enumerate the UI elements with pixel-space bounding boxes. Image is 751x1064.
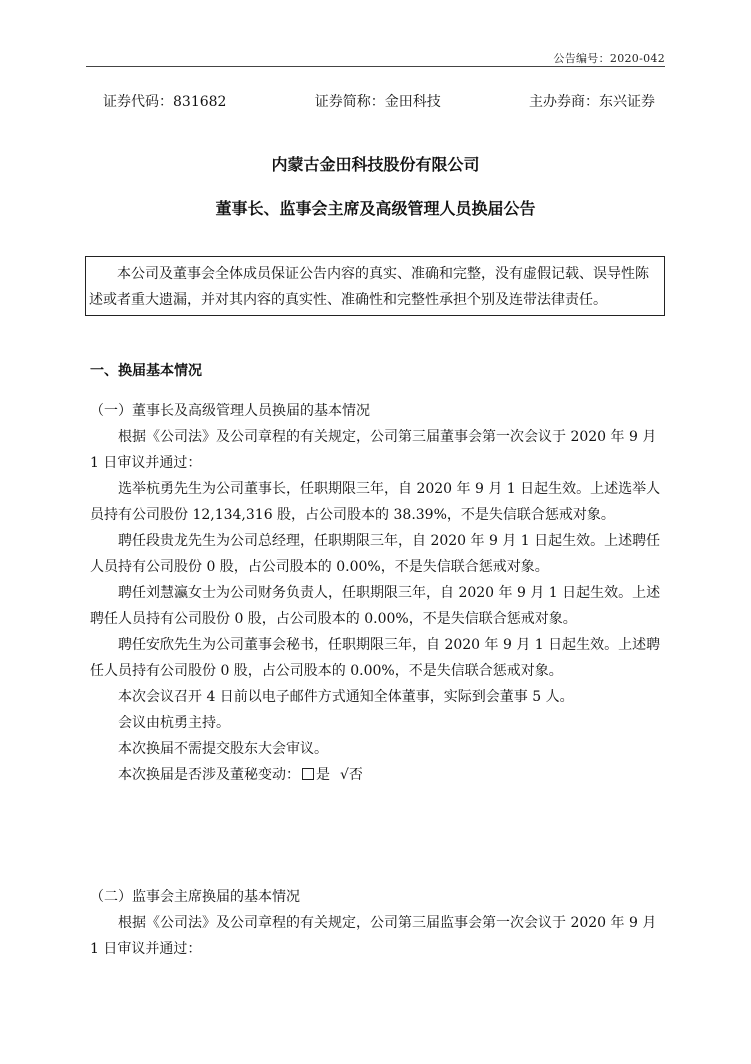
paragraph: 聘任段贵龙先生为公司总经理，任职期限三年，自 2020 年 9 月 1 日起生效。上述聘任人员持有公司股份 0 股，占公司股本的 0.00%，不是失信联合惩戒对象。 <box>90 533 661 575</box>
announcement-number: 公告编号：2020-042 <box>553 52 665 65</box>
header-rule <box>86 66 665 67</box>
paragraph: 根据《公司法》及公司章程的有关规定，公司第三届董事会第一次会议于 2020 年 9 月 1 日审议并通过： <box>90 429 657 471</box>
security-code: 证券代码：831682 <box>103 94 227 110</box>
paragraph: 本次会议召开 4 日前以电子邮件方式通知全体董事，实际到会董事 5 人。 <box>118 689 574 705</box>
announcement-title: 董事长、监事会主席及高级管理人员换届公告 <box>215 199 536 218</box>
option-yes-label: 是 <box>316 767 330 783</box>
checkbox-yes <box>302 768 314 780</box>
subsection-heading: （一）董事长及高级管理人员换届的基本情况 <box>90 403 370 419</box>
paragraph: 根据《公司法》及公司章程的有关规定，公司第三届监事会第一次会议于 2020 年 9 月 1 日审议并通过： <box>90 915 657 957</box>
paragraph: 聘任安欣先生为公司董事会秘书，任职期限三年，自 2020 年 9 月 1 日起生效。上述聘任人员持有公司股份 0 股，占公司股本的 0.00%，不是失信联合惩戒对象。 <box>90 637 661 679</box>
paragraph: 会议由杭勇主持。 <box>118 715 230 731</box>
disclaimer-box <box>85 256 665 316</box>
supervisor-change-section <box>90 884 664 962</box>
paragraph: 聘任刘慧瀛女士为公司财务负责人，任职期限三年，自 2020 年 9 月 1 日起生效。上述聘任人员持有公司股份 0 股，占公司股本的 0.00%，不是失信联合惩戒对象。 <box>90 585 661 627</box>
check-mark-icon: √ <box>340 767 349 783</box>
subsection-heading: （二）监事会主席换届的基本情况 <box>90 889 300 905</box>
secretary-change-label: 本次换届是否涉及董秘变动： <box>118 767 300 783</box>
board-change-section <box>90 398 664 788</box>
security-meta-row <box>103 93 655 111</box>
security-short-name: 证券简称：金田科技 <box>314 94 441 110</box>
disclaimer-text: 本公司及董事会全体成员保证公告内容的真实、准确和完整，没有虚假记载、误导性陈述或者重大遗漏，并对其内容的真实性、准确性和完整性承担个别及连带法律责任。 <box>89 266 649 308</box>
company-title: 内蒙古金田科技股份有限公司 <box>271 155 480 174</box>
paragraph: 本次换届不需提交股东大会审议。 <box>118 741 328 757</box>
section-heading: 一、换届基本情况 <box>90 363 202 379</box>
secretary-change-line <box>90 762 664 788</box>
paragraph: 选举杭勇先生为公司董事长，任职期限三年，自 2020 年 9 月 1 日起生效。上述选举人员持有公司股份 12,134,316 股，占公司股本的 38.39%，不是失信联合惩戒对象。 <box>90 481 661 523</box>
sponsor-broker: 主办券商：东兴证券 <box>528 94 655 110</box>
option-no-label: 否 <box>348 767 363 783</box>
